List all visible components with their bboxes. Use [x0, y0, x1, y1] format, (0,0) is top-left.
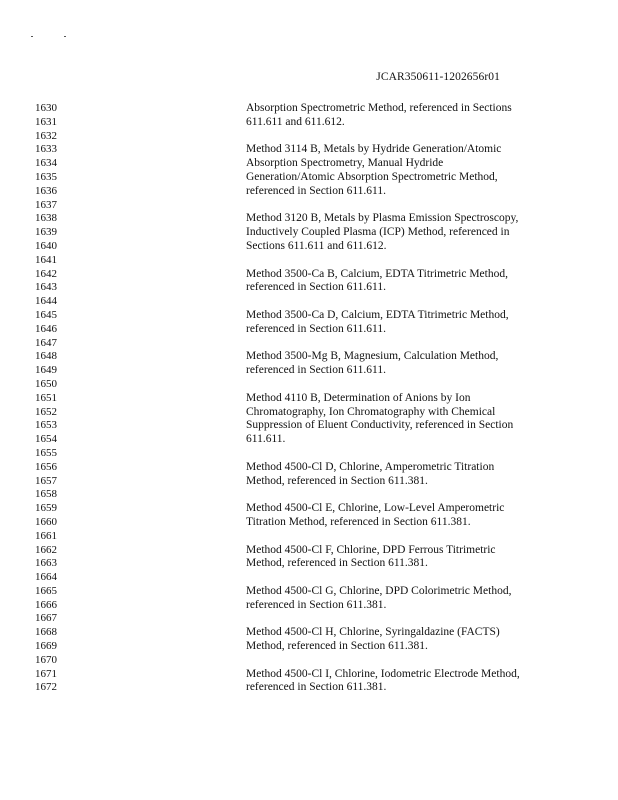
text-line [0, 378, 618, 392]
line-number: 1661 [35, 529, 57, 542]
line-number: 1653 [35, 419, 57, 432]
text-line [0, 295, 618, 309]
text-line [0, 268, 618, 282]
line-number: 1666 [35, 598, 57, 611]
line-number: 1670 [35, 653, 57, 666]
line-number: 1658 [35, 488, 57, 501]
line-text: Method 4500-Cl D, Chlorine, Amperometric Titration [246, 460, 495, 473]
line-number: 1663 [35, 557, 57, 570]
line-text: referenced in Section 611.381. [246, 598, 387, 611]
line-number: 1671 [35, 667, 57, 680]
text-line [0, 585, 618, 599]
text-line [0, 157, 618, 171]
line-text: Method 3114 B, Metals by Hydride Generation/Atomic [246, 143, 502, 156]
text-line [0, 392, 618, 406]
line-text: referenced in Section 611.611. [246, 322, 386, 335]
text-line [0, 419, 618, 433]
line-number: 1643 [35, 281, 57, 294]
line-number: 1649 [35, 364, 57, 377]
line-numbered-text [0, 102, 618, 695]
text-line [0, 544, 618, 558]
text-line [0, 557, 618, 571]
line-number: 1633 [35, 143, 57, 156]
line-number: 1660 [35, 515, 57, 528]
line-number: 1668 [35, 626, 57, 639]
line-text: referenced in Section 611.611. [246, 184, 386, 197]
line-number: 1630 [35, 102, 57, 114]
line-text: referenced in Section 611.611. [246, 364, 386, 377]
text-line [0, 530, 618, 544]
text-line [0, 185, 618, 199]
line-text: 611.611 and 611.612. [246, 115, 345, 128]
text-line [0, 516, 618, 530]
text-line [0, 212, 618, 226]
line-text: Method 3500-Mg B, Magnesium, Calculation Method, [246, 350, 499, 363]
line-text: Method 4500-Cl G, Chlorine, DPD Colorimetric Method, [246, 584, 512, 597]
text-line [0, 226, 618, 240]
line-number: 1631 [35, 115, 57, 128]
line-text: Suppression of Eluent Conductivity, referenced in Section [246, 419, 514, 432]
line-number: 1634 [35, 157, 57, 170]
line-text: Generation/Atomic Absorption Spectrometric Method, [246, 170, 498, 183]
text-line [0, 199, 618, 213]
line-number: 1645 [35, 308, 57, 321]
line-text: Absorption Spectrometry, Manual Hydride [246, 157, 444, 170]
line-number: 1654 [35, 433, 57, 446]
line-text: Method 4500-Cl E, Chlorine, Low-Level Amperometric [246, 502, 505, 515]
text-line [0, 488, 618, 502]
line-number: 1637 [35, 198, 57, 211]
text-line [0, 130, 618, 144]
text-line [0, 364, 618, 378]
line-text: Method 4500-Cl H, Chlorine, Syringaldazine (FACTS) [246, 626, 500, 639]
line-text: referenced in Section 611.381. [246, 681, 387, 694]
text-line [0, 461, 618, 475]
line-text: Method, referenced in Section 611.381. [246, 640, 428, 653]
line-number: 1635 [35, 170, 57, 183]
line-number: 1646 [35, 322, 57, 335]
line-number: 1636 [35, 184, 57, 197]
line-number: 1647 [35, 336, 57, 349]
text-line [0, 599, 618, 613]
line-number: 1657 [35, 474, 57, 487]
text-line [0, 612, 618, 626]
line-number: 1669 [35, 640, 57, 653]
line-number: 1644 [35, 295, 57, 308]
text-line [0, 337, 618, 351]
text-line [0, 626, 618, 640]
line-text: Method, referenced in Section 611.381. [246, 557, 428, 570]
text-line [0, 475, 618, 489]
line-number: 1652 [35, 405, 57, 418]
text-line [0, 433, 618, 447]
line-number: 1651 [35, 391, 57, 404]
line-text: 611.611. [246, 433, 286, 446]
line-number: 1656 [35, 460, 57, 473]
text-line [0, 116, 618, 130]
line-text: referenced in Section 611.611. [246, 281, 386, 294]
text-line [0, 350, 618, 364]
line-number: 1650 [35, 377, 57, 390]
line-number: 1641 [35, 253, 57, 266]
line-number: 1640 [35, 239, 57, 252]
document-id: JCAR350611-1202656r01 [376, 71, 500, 83]
line-text: Sections 611.611 and 611.612. [246, 239, 387, 252]
line-number: 1638 [35, 212, 57, 225]
line-text: Inductively Coupled Plasma (ICP) Method, referenced in [246, 226, 510, 239]
line-text: Titration Method, referenced in Section 611.381. [246, 515, 471, 528]
line-number: 1662 [35, 543, 57, 556]
line-text: Method 3120 B, Metals by Plasma Emission Spectroscopy, [246, 212, 519, 225]
line-text: Method 4110 B, Determination of Anions by Ion [246, 391, 471, 404]
text-line [0, 502, 618, 516]
text-line [0, 640, 618, 654]
text-line [0, 406, 618, 420]
line-number: 1642 [35, 267, 57, 280]
line-text: Method 4500-Cl F, Chlorine, DPD Ferrous Titrimetric [246, 543, 496, 556]
scan-speck [31, 36, 33, 37]
line-text: Absorption Spectrometric Method, referenced in Sections [246, 102, 512, 114]
text-line [0, 681, 618, 695]
line-number: 1648 [35, 350, 57, 363]
text-line [0, 281, 618, 295]
line-number: 1665 [35, 584, 57, 597]
text-line [0, 668, 618, 682]
text-line [0, 143, 618, 157]
line-number: 1667 [35, 612, 57, 625]
line-number: 1632 [35, 129, 57, 142]
text-line [0, 254, 618, 268]
line-number: 1672 [35, 681, 57, 694]
text-line [0, 571, 618, 585]
line-number: 1659 [35, 502, 57, 515]
text-line [0, 447, 618, 461]
line-text: Method 4500-Cl I, Chlorine, Iodometric Electrode Method, [246, 667, 520, 680]
line-text: Chromatography, Ion Chromatography with Chemical [246, 405, 496, 418]
line-number: 1664 [35, 571, 57, 584]
line-text: Method 3500-Ca B, Calcium, EDTA Titrimetric Method, [246, 267, 508, 280]
text-line [0, 102, 618, 116]
line-text: Method, referenced in Section 611.381. [246, 474, 428, 487]
text-line [0, 309, 618, 323]
text-line [0, 654, 618, 668]
text-line [0, 240, 618, 254]
text-line [0, 171, 618, 185]
line-number: 1639 [35, 226, 57, 239]
text-line [0, 323, 618, 337]
line-text: Method 3500-Ca D, Calcium, EDTA Titrimetric Method, [246, 308, 509, 321]
line-number: 1655 [35, 446, 57, 459]
scan-speck [64, 36, 66, 37]
